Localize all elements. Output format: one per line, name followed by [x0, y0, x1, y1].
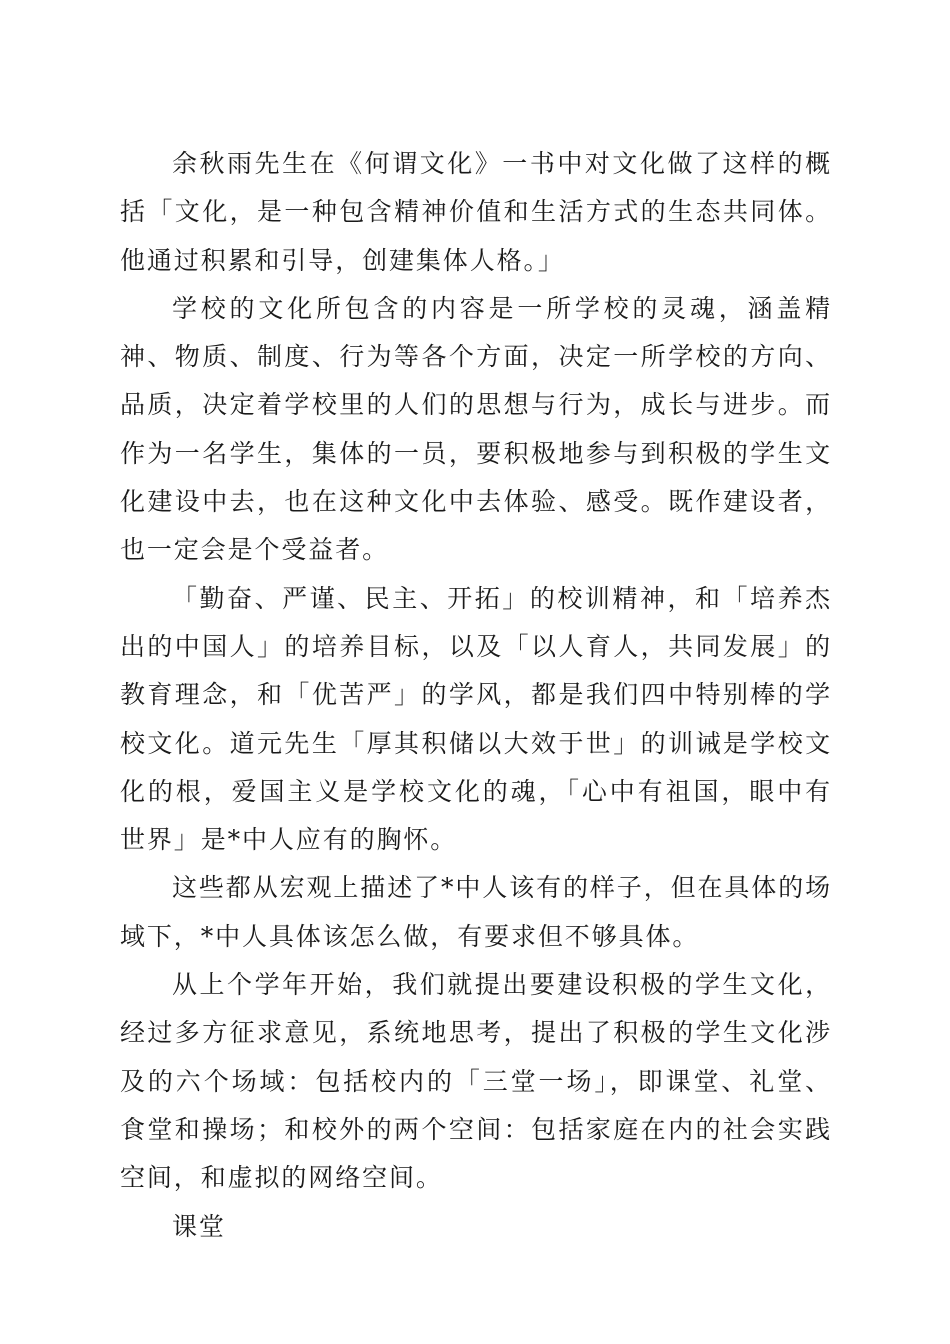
paragraph-5: 从上个学年开始，我们就提出要建设积极的学生文化，经过多方征求意见，系统地思考，提出了积极的学生文化涉及的六个场域：包括校内的「三堂一场」，即课堂、礼堂、食堂和操场；和校外的两个空间：包括家庭在内的社会实践空间，和虚拟的网络空间。 — [120, 970, 832, 1193]
paragraph-3: 「勤奋、严谨、民主、开拓」的校训精神，和「培养杰出的中国人」的培养目标，以及「以人育人，共同发展」的教育理念，和「优苦严」的学风，都是我们四中特别棒的学校文化。道元先生「厚其积储以大效于世」的训诫是学校文化的根，爱国主义是学校文化的魂，「心中有祖国，眼中有世界」是*中人应有的胸怀。 — [120, 583, 832, 855]
paragraph-1: 余秋雨先生在《何谓文化》一书中对文化做了这样的概括「文化，是一种包含精神价值和生活方式的生态共同体。他通过积累和引导，创建集体人格。」 — [120, 149, 832, 275]
paragraph-2: 学校的文化所包含的内容是一所学校的灵魂，涵盖精神、物质、制度、行为等各个方面，决定一所学校的方向、品质，决定着学校里的人们的思想与行为，成长与进步。而作为一名学生，集体的一员，要积极地参与到积极的学生文化建设中去，也在这种文化中去体验、感受。既作建设者，也一定会是个受益者。 — [120, 293, 832, 565]
document-body — [120, 140, 832, 1251]
section-heading-classroom: 课堂 — [172, 1211, 226, 1241]
paragraph-4: 这些都从宏观上描述了*中人该有的样子，但在具体的场域下，*中人具体该怎么做，有要求但不够具体。 — [120, 873, 833, 951]
